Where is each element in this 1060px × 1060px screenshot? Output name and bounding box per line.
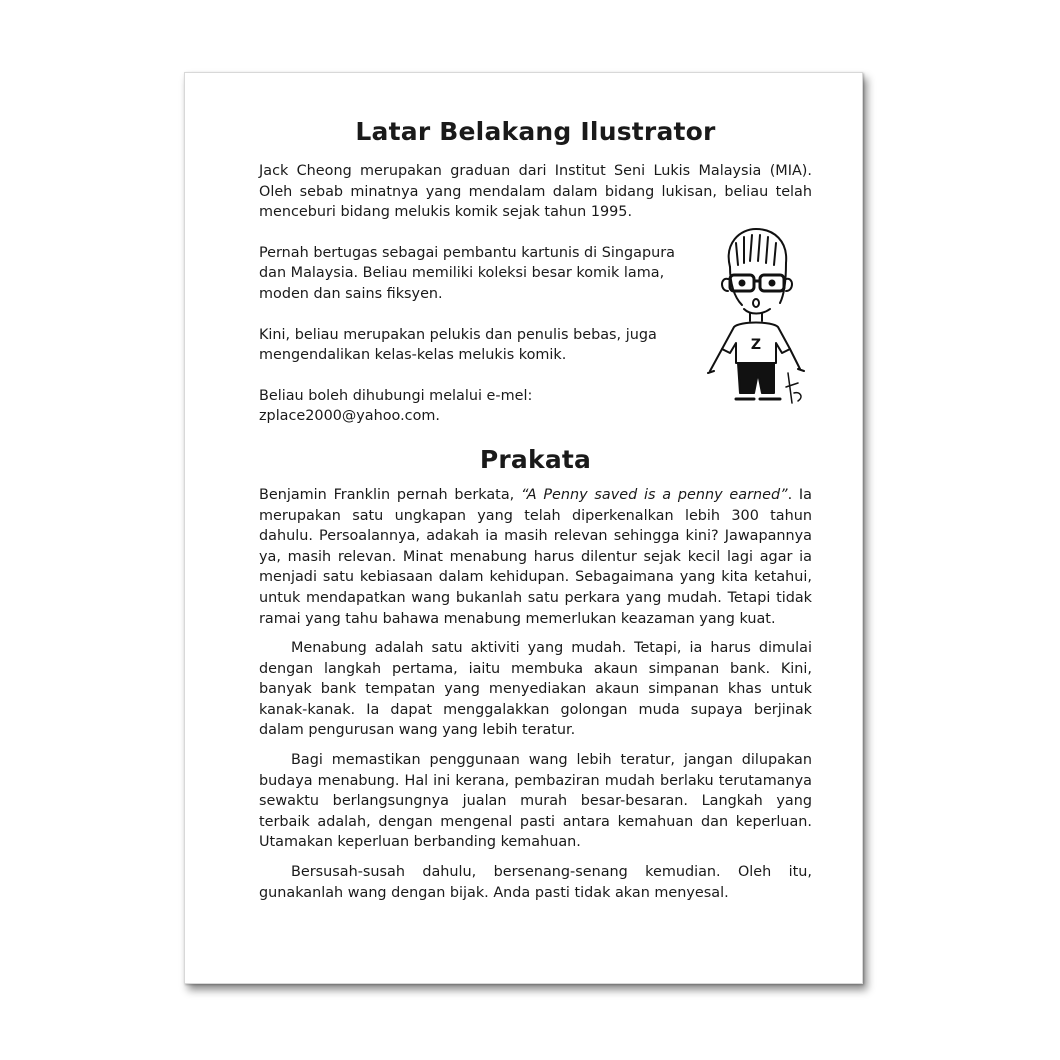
illustrator-heading: Latar Belakang Ilustrator: [355, 117, 716, 146]
preface-heading: Prakata: [479, 444, 592, 474]
preface-paragraph-4: Bersusah-susah dahulu, bersenang-senang kemudian. Oleh itu, gunakanlah wang dengan bijak. Anda pasti tidak akan menyesal.: [259, 864, 812, 901]
preface-quote: “A Penny saved is a penny earned”: [521, 486, 788, 503]
cartoon-illustrator-icon: [700, 223, 808, 409]
preface-paragraph-2: Menabung adalah satu aktiviti yang mudah. Tetapi, ia harus dimulai dengan langkah pertama, iaitu membuka akaun simpanan bank. Kini, banyak bank tempatan yang menyediakan akaun simpanan khas untuk kanak-kanak. Ia dapat menggalakkan golongan muda supaya berjinak dalam pengurusan wang yang lebih teratur.: [259, 640, 812, 739]
preface-p1-intro: Benjamin Franklin pernah berkata,: [259, 486, 521, 503]
preface-body: [259, 485, 812, 903]
preface-p1-rest: . Ia merupakan satu ungkapan yang telah diperkenalkan lebih 300 tahun dahulu. Persoalannya, adakah ia masih relevan sehingga kini? Jawapannya ya, masih relevan. Minat menabung harus dilentur sejak kecil lagi agar ia menjadi satu kebiasaan dalam kehidupan. Sebagaimana yang kita ketahui, untuk mendapatkan wang bukanlah satu perkara yang mudah. Tetapi tidak ramai yang tahu bahawa menabung memerlukan keazaman yang kuat.: [259, 486, 812, 627]
shirt-letter: Z: [750, 337, 762, 353]
preface-paragraph-3: Bagi memastikan penggunaan wang lebih teratur, jangan dilupakan budaya menabung. Hal ini kerana, pembaziran mudah berlaku terutamanya sewaktu berlangsungnya jualan murah besar-besaran. Langkah yang terbaik adalah, dengan mengenal pasti antara kemahuan dan keperluan. Utamakan keperluan berbanding kemahuan.: [259, 752, 812, 851]
contact-email: zplace2000@yahoo.com.: [259, 408, 440, 425]
bio-paragraph-3: Kini, beliau merupakan pelukis dan penulis bebas, juga mengendalikan kelas-kelas melukis komik.: [259, 326, 657, 364]
bio-paragraph-4: [259, 386, 691, 427]
page-content: [259, 115, 812, 912]
contact-text: Beliau boleh dihubungi melalui e-mel:: [259, 387, 533, 404]
bio-paragraph-2: Pernah bertugas sebagai pembantu kartunis di Singapura dan Malaysia. Beliau memiliki koleksi besar komik lama, moden dan sains fiksyen.: [259, 244, 675, 302]
illustrator-bio: [259, 161, 812, 427]
book-page: [184, 72, 863, 984]
preface-paragraph-1: [259, 485, 812, 629]
bio-paragraph-1: Jack Cheong merupakan graduan dari Institut Seni Lukis Malaysia (MIA). Oleh sebab minatnya yang mendalam dalam bidang lukisan, beliau telah menceburi bidang melukis komik sejak tahun 1995.: [259, 163, 812, 221]
